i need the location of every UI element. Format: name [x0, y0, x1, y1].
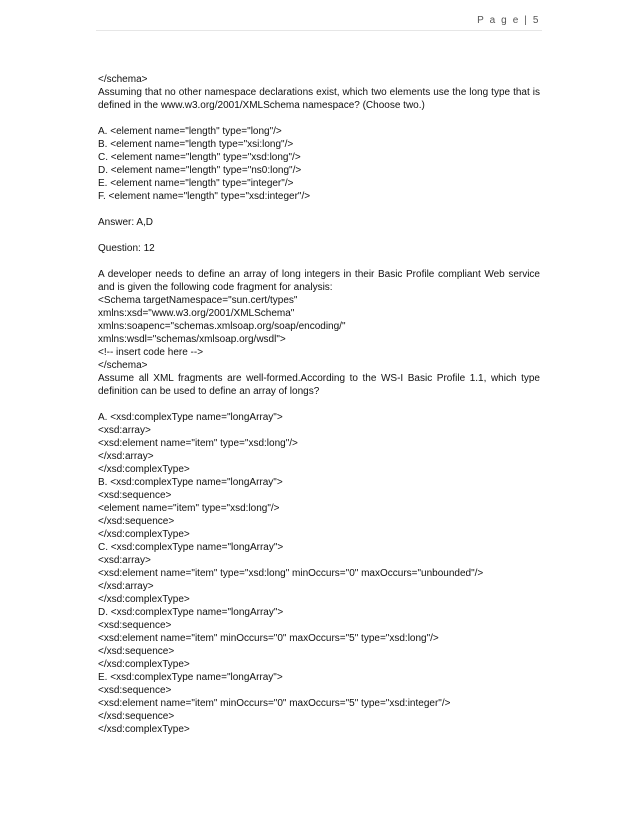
code-line: </schema>: [98, 360, 148, 371]
page-number-label: P a g e | 5: [477, 15, 540, 26]
page-header: [0, 0, 638, 34]
code-line: <xsd:sequence>: [98, 620, 172, 631]
code-line: </xsd:sequence>: [98, 711, 175, 722]
code-line: </xsd:sequence>: [98, 516, 175, 527]
question-12-options: [98, 411, 540, 736]
code-line: xmlns:soapenc="schemas.xmlsoap.org/soap/encoding/": [98, 321, 346, 332]
paragraph-gap: [98, 255, 540, 268]
paragraph-gap: [98, 112, 540, 125]
code-line: A. <xsd:complexType name="longArray">: [98, 412, 283, 423]
option-line: F. <element name="length" type="xsd:integer"/>: [98, 191, 311, 202]
text-line: </schema>: [98, 74, 148, 85]
code-line: E. <xsd:complexType name="longArray">: [98, 672, 283, 683]
answer-line: Answer: A,D: [98, 217, 154, 228]
code-line: </xsd:array>: [98, 451, 154, 462]
code-line: </xsd:array>: [98, 581, 154, 592]
question-12-body: [98, 268, 540, 398]
code-line: <xsd:array>: [98, 425, 151, 436]
question-11-options: [98, 125, 540, 203]
code-line: xmlns:xsd="www.w3.org/2001/XMLSchema": [98, 308, 295, 319]
code-line: <xsd:element name="item" type="xsd:long" minOccurs="0" maxOccurs="unbounded"/>: [98, 568, 484, 579]
text-line: Assume all XML fragments are well-formed.According to the WS-I Basic Profile 1.1, which type: [98, 373, 540, 384]
option-line: C. <element name="length" type="xsd:long"/>: [98, 152, 301, 163]
code-line: <xsd:sequence>: [98, 490, 172, 501]
code-line: <xsd:array>: [98, 555, 151, 566]
text-line: Assuming that no other namespace declarations exist, which two elements use the long type that is: [98, 87, 540, 98]
code-line: </xsd:complexType>: [98, 594, 190, 605]
code-line: <xsd:element name="item" type="xsd:long"/>: [98, 438, 298, 449]
code-line: C. <xsd:complexType name="longArray">: [98, 542, 284, 553]
option-line: B. <element name="length type="xsi:long"/>: [98, 139, 294, 150]
option-line: A. <element name="length" type="long"/>: [98, 126, 282, 137]
code-line: <xsd:element name="item" minOccurs="0" maxOccurs="5" type="xsd:integer"/>: [98, 698, 451, 709]
code-line: </xsd:complexType>: [98, 724, 190, 735]
code-line: </xsd:complexType>: [98, 659, 190, 670]
option-line: D. <element name="length" type="ns0:long"/>: [98, 165, 302, 176]
text-line: A developer needs to define an array of long integers in their Basic Profile compliant Web service: [98, 269, 540, 280]
paragraph-gap: [98, 398, 540, 411]
code-line: D. <xsd:complexType name="longArray">: [98, 607, 284, 618]
question-11-tail: [98, 73, 540, 112]
header-divider: [96, 30, 542, 31]
option-line: E. <element name="length" type="integer"/>: [98, 178, 294, 189]
code-line: <!-- insert code here -->: [98, 347, 204, 358]
code-line: </xsd:complexType>: [98, 529, 190, 540]
code-line: <element name="item" type="xsd:long"/>: [98, 503, 280, 514]
document-body: [98, 73, 540, 736]
code-line: xmlns:wsdl="schemas/xmlsoap.org/wsdl">: [98, 334, 286, 345]
text-line: defined in the www.w3.org/2001/XMLSchema namespace? (Choose two.): [98, 100, 425, 111]
paragraph-gap: [98, 203, 540, 216]
text-line: and is given the following code fragment for analysis:: [98, 282, 333, 293]
code-line: </xsd:sequence>: [98, 646, 175, 657]
code-line: <xsd:element name="item" minOccurs="0" maxOccurs="5" type="xsd:long"/>: [98, 633, 439, 644]
code-line: B. <xsd:complexType name="longArray">: [98, 477, 283, 488]
text-line: definition can be used to define an array of longs?: [98, 386, 320, 397]
question-heading: Question: 12: [98, 243, 155, 254]
code-line: </xsd:complexType>: [98, 464, 190, 475]
paragraph-gap: [98, 229, 540, 242]
code-line: <Schema targetNamespace="sun.cert/types": [98, 295, 298, 306]
code-line: <xsd:sequence>: [98, 685, 172, 696]
